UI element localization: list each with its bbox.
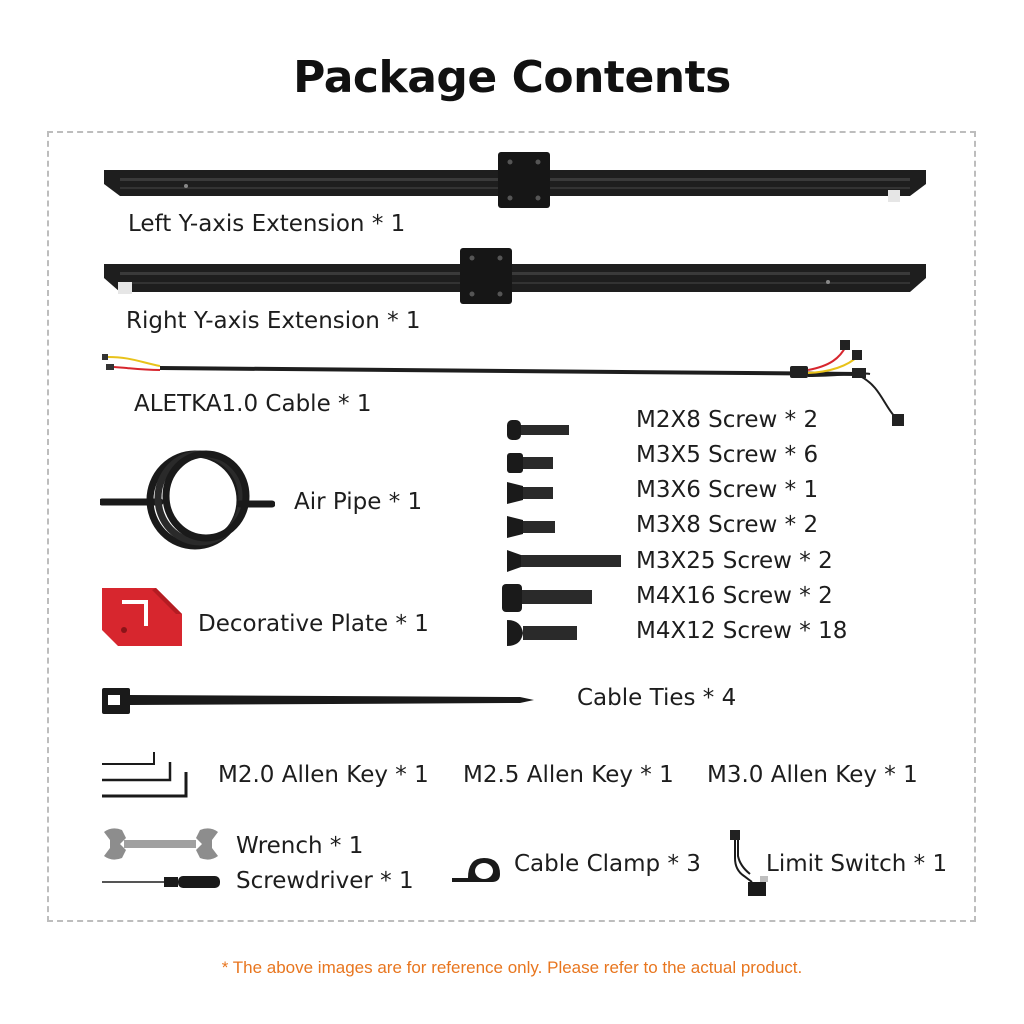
wrench-image bbox=[100, 826, 222, 862]
cable-label: ALETKA1.0 Cable * 1 bbox=[134, 391, 372, 417]
screw-label-m3x5: M3X5 Screw * 6 bbox=[636, 442, 819, 468]
m3x5-screw-image bbox=[505, 450, 555, 476]
allen-keys-image bbox=[100, 750, 192, 800]
reference-footnote: * The above images are for reference only. Please refer to the actual product. bbox=[221, 958, 803, 977]
screw-label-m3x6: M3X6 Screw * 1 bbox=[636, 477, 819, 503]
m3x25-screw-image bbox=[505, 548, 623, 574]
m4x16-screw-image bbox=[500, 582, 594, 614]
left-y-axis-label: Left Y-axis Extension * 1 bbox=[128, 211, 406, 237]
right-y-axis-extension-image bbox=[100, 246, 930, 308]
decorative-plate-label: Decorative Plate * 1 bbox=[198, 611, 429, 637]
screwdriver-image bbox=[100, 874, 222, 890]
wrench-label: Wrench * 1 bbox=[236, 833, 364, 859]
air-pipe-label: Air Pipe * 1 bbox=[294, 489, 423, 515]
screw-label-m3x8: M3X8 Screw * 2 bbox=[636, 512, 819, 538]
decorative-plate-image bbox=[100, 586, 184, 648]
air-pipe-image bbox=[100, 446, 275, 556]
page-title: Package Contents bbox=[293, 52, 731, 103]
allen-key-m20-label: M2.0 Allen Key * 1 bbox=[218, 762, 429, 788]
cable-ties-label: Cable Ties * 4 bbox=[577, 685, 737, 711]
m3x8-screw-image bbox=[505, 514, 557, 540]
allen-key-m25-label: M2.5 Allen Key * 1 bbox=[463, 762, 674, 788]
left-y-axis-extension-image bbox=[100, 150, 930, 212]
cable-tie-image bbox=[100, 686, 536, 716]
right-y-axis-label: Right Y-axis Extension * 1 bbox=[126, 308, 421, 334]
cable-clamp-image bbox=[448, 852, 504, 886]
allen-key-m30-label: M3.0 Allen Key * 1 bbox=[707, 762, 918, 788]
screwdriver-label: Screwdriver * 1 bbox=[236, 868, 414, 894]
screw-label-m4x12: M4X12 Screw * 18 bbox=[636, 618, 848, 644]
m2x8-screw-image bbox=[505, 417, 571, 443]
screw-label-m2x8: M2X8 Screw * 2 bbox=[636, 407, 819, 433]
screw-label-m4x16: M4X16 Screw * 2 bbox=[636, 583, 833, 609]
m3x6-screw-image bbox=[505, 480, 555, 506]
limit-switch-label: Limit Switch * 1 bbox=[766, 851, 948, 877]
screw-label-m3x25: M3X25 Screw * 2 bbox=[636, 548, 833, 574]
cable-clamp-label: Cable Clamp * 3 bbox=[514, 851, 701, 877]
m4x12-screw-image bbox=[503, 618, 579, 648]
